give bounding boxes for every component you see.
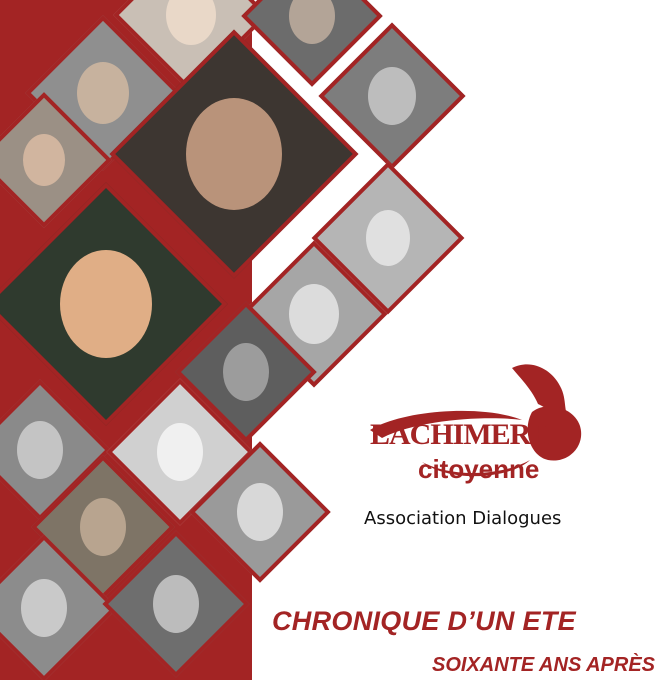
logo-text-chimere: LACHIMERE	[370, 418, 550, 451]
logo-text-citoyenne: citoyenne	[418, 454, 540, 484]
cover-title: CHRONIQUE D’UN ETE	[272, 606, 576, 636]
la-chimere-citoyenne-logo	[362, 360, 592, 500]
association-name: Association Dialogues	[364, 508, 562, 529]
cover-subtitle: SOIXANTE ANS APRÈS	[432, 654, 655, 676]
